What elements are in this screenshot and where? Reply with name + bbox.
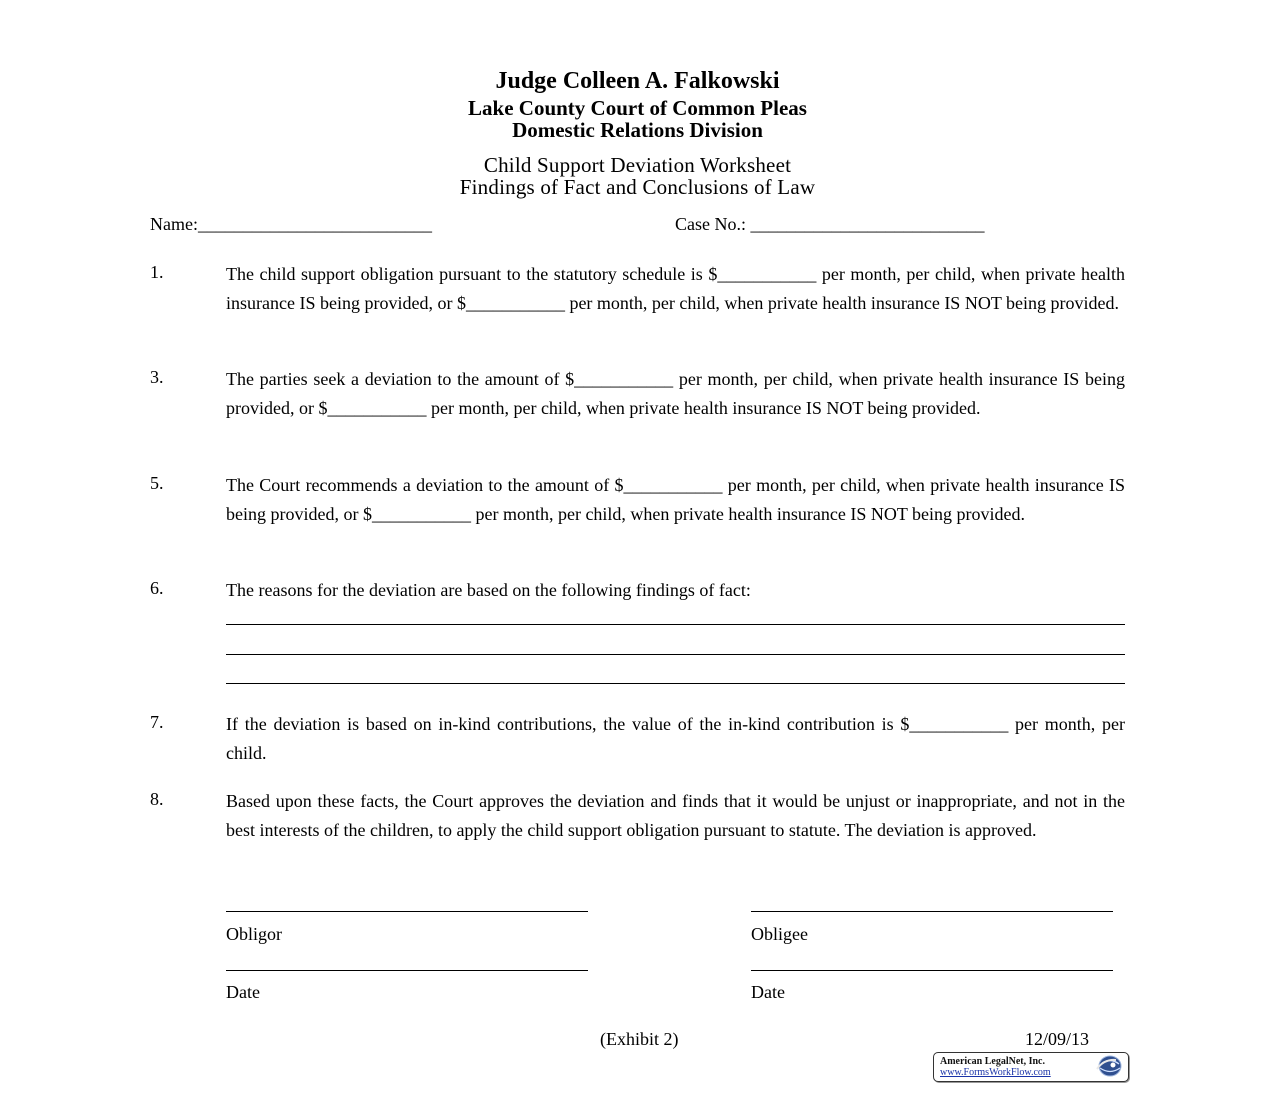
american-legalnet-logo[interactable]: [933, 1052, 1129, 1082]
item-number: 3.: [150, 367, 164, 387]
findings-line[interactable]: [226, 654, 1125, 655]
item-number: 7.: [150, 712, 164, 732]
item-text: The parties seek a deviation to the amount of $___________ per month, per child, when private health insurance IS being provided, or $___________ per month, per child, when private health insurance IS NOT being provided.: [226, 369, 1125, 418]
case-number-field[interactable]: Case No.: __________________________: [675, 214, 985, 234]
obligee-signature-line[interactable]: [751, 911, 1113, 912]
item-text: Based upon these facts, the Court approves the deviation and finds that it would be unjust or inappropriate, and not in the best interests of the children, to apply the child support obligation pursuant to statute. The deviation is approved.: [226, 791, 1125, 840]
obligee-label: Obligee: [751, 924, 808, 944]
obligor-signature-line[interactable]: [226, 911, 588, 912]
form-subtitle: Findings of Fact and Conclusions of Law: [459, 175, 816, 199]
obligor-date-line[interactable]: [226, 970, 588, 971]
exhibit-label: (Exhibit 2): [600, 1029, 679, 1049]
form-date: 12/09/13: [1025, 1029, 1090, 1049]
court-name: Lake County Court of Common Pleas: [468, 96, 807, 120]
date-label-right: Date: [751, 982, 785, 1002]
globe-icon: [1094, 1055, 1124, 1077]
date-label-left: Date: [226, 982, 260, 1002]
item-number: 5.: [150, 473, 164, 493]
judge-name: Judge Colleen A. Falkowski: [495, 68, 780, 94]
item-text: The reasons for the deviation are based on the following findings of fact:: [226, 580, 751, 600]
item-number: 8.: [150, 789, 164, 809]
item-text: If the deviation is based on in-kind contributions, the value of the in-kind contribution is $___________ per month, per child.: [226, 714, 1125, 763]
form-title: Child Support Deviation Worksheet: [483, 153, 792, 177]
name-field[interactable]: Name:__________________________: [150, 214, 432, 234]
division-name: Domestic Relations Division: [512, 118, 763, 142]
item-text: The Court recommends a deviation to the amount of $___________ per month, per child, when private health insurance IS being provided, or $___________ per month, per child, when private health insurance IS NOT being provided.: [226, 475, 1125, 524]
logo-url[interactable]: www.FormsWorkFlow.com: [940, 1067, 1051, 1078]
obligee-date-line[interactable]: [751, 970, 1113, 971]
item-number: 1.: [150, 262, 164, 282]
findings-line[interactable]: [226, 624, 1125, 625]
findings-line[interactable]: [226, 683, 1125, 684]
obligor-label: Obligor: [226, 924, 282, 944]
logo-company: American LegalNet, Inc.: [940, 1056, 1045, 1067]
item-number: 6.: [150, 578, 164, 598]
item-text: The child support obligation pursuant to the statutory schedule is $___________ per month, per child, when private health insurance IS being provided, or $___________ per month, per child, when private health insurance IS NOT being provided.: [226, 264, 1125, 313]
